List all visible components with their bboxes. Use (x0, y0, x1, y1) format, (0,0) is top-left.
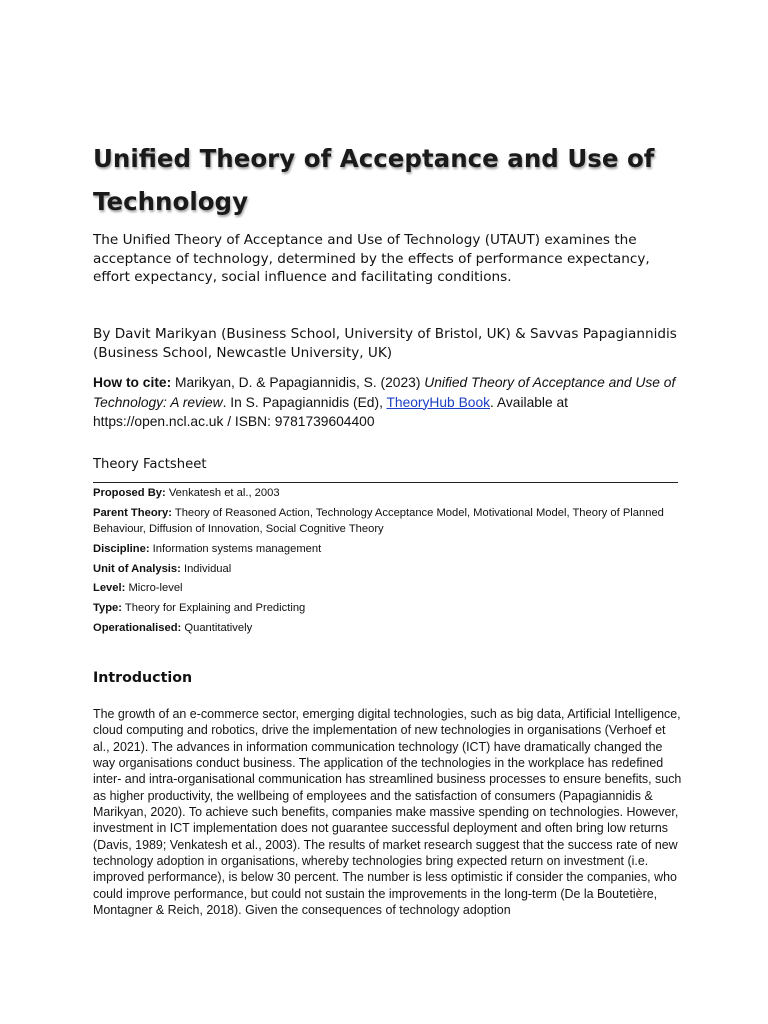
citation-authors: Marikyan, D. & Papagiannidis, S. (2023) (171, 375, 425, 390)
fact-value: Theory of Reasoned Action, Technology Acceptance Model, Motivational Model, Theory of Planned Behaviour, Diffusion of Innovation, Social Cognitive Theory (93, 506, 664, 535)
fact-value: Micro-level (125, 582, 183, 595)
factsheet-list (93, 485, 678, 640)
introduction-paragraph: The growth of an e-commerce sector, emerging digital technologies, such as big data, Artificial Intelligence, cloud computing and robotics, drive the implementation of new technologies in organisations (Verhoef et al., 2021). The advances in information communication technology (ICT) have dramatically changed the way organisations conduct business. The application of the technologies in the workplace has redefined inter- and intra-organisational communication has streamlined business processes to ensure benefits, such as higher productivity, the wellbeing of employees and the satisfaction of consumers (Papagiannidis & Marikyan, 2020). To achieve such benefits, companies make massive spending on technologies. However, investment in ICT implementation does not guarantee successful deployment and often bring low returns (Davis, 1989; Venkatesh et al., 2003). The results of market research suggest that the success rate of new technology adoption in organisations, whereby technologies bring expected return on investment (i.e. improved performance), is below 30 percent. The number is less optimistic if consider the companies, who could improve performance, but could not sustain the improvements in the long-term (De la Boutetière, Montagner & Reich, 2018). Given the consequences of technology adoption (93, 707, 682, 918)
fact-type (93, 600, 678, 616)
introduction-heading: Introduction (93, 670, 193, 686)
fact-label: Discipline: (93, 542, 150, 555)
citation-paragraph (93, 373, 678, 432)
fact-label: Operationalised: (93, 621, 182, 634)
fact-value: Information systems management (149, 542, 322, 555)
page-title: Unified Theory of Acceptance and Use of Technology (93, 144, 655, 216)
fact-value: Quantitatively (181, 621, 253, 634)
fact-operationalised (93, 620, 678, 636)
fact-label: Level: (93, 582, 126, 595)
citation-work-title: Unified Theory of Acceptance and Use of Technology: A review (93, 375, 676, 410)
fact-value: Individual (180, 562, 232, 575)
author-byline: By Davit Marikyan (Business School, University of Bristol, UK) & Savvas Papagiannidis (Business School, Newcastle University, UK) (93, 326, 677, 361)
fact-discipline (93, 541, 678, 557)
abstract-paragraph: The Unified Theory of Acceptance and Use of Technology (UTAUT) examines the acceptance of technology, determined by the effects of performance expectancy, effort expectancy, social influence and facilitating conditions. (93, 232, 650, 285)
fact-label: Parent Theory: (93, 506, 172, 519)
theoryhub-book-link[interactable]: TheoryHub Book (386, 394, 491, 410)
fact-label: Type: (93, 602, 123, 615)
citation-label: How to cite: (93, 375, 172, 390)
fact-label: Unit of Analysis: (93, 562, 181, 575)
fact-parent-theory (93, 505, 678, 537)
fact-proposed-by (93, 485, 678, 501)
fact-label: Proposed By: (93, 487, 166, 499)
factsheet-heading: Theory Factsheet (93, 457, 207, 472)
fact-unit-of-analysis (93, 561, 678, 577)
factsheet-divider (93, 482, 678, 483)
fact-value: Venkatesh et al., 2003 (165, 487, 280, 499)
citation-editor: . In S. Papagiannidis (Ed), (222, 394, 387, 410)
citation-availability: . Available at https://open.ncl.ac.uk / ISBN: 9781739604400 (93, 394, 569, 429)
fact-level (93, 580, 678, 596)
fact-value: Theory for Explaining and Predicting (122, 602, 306, 615)
